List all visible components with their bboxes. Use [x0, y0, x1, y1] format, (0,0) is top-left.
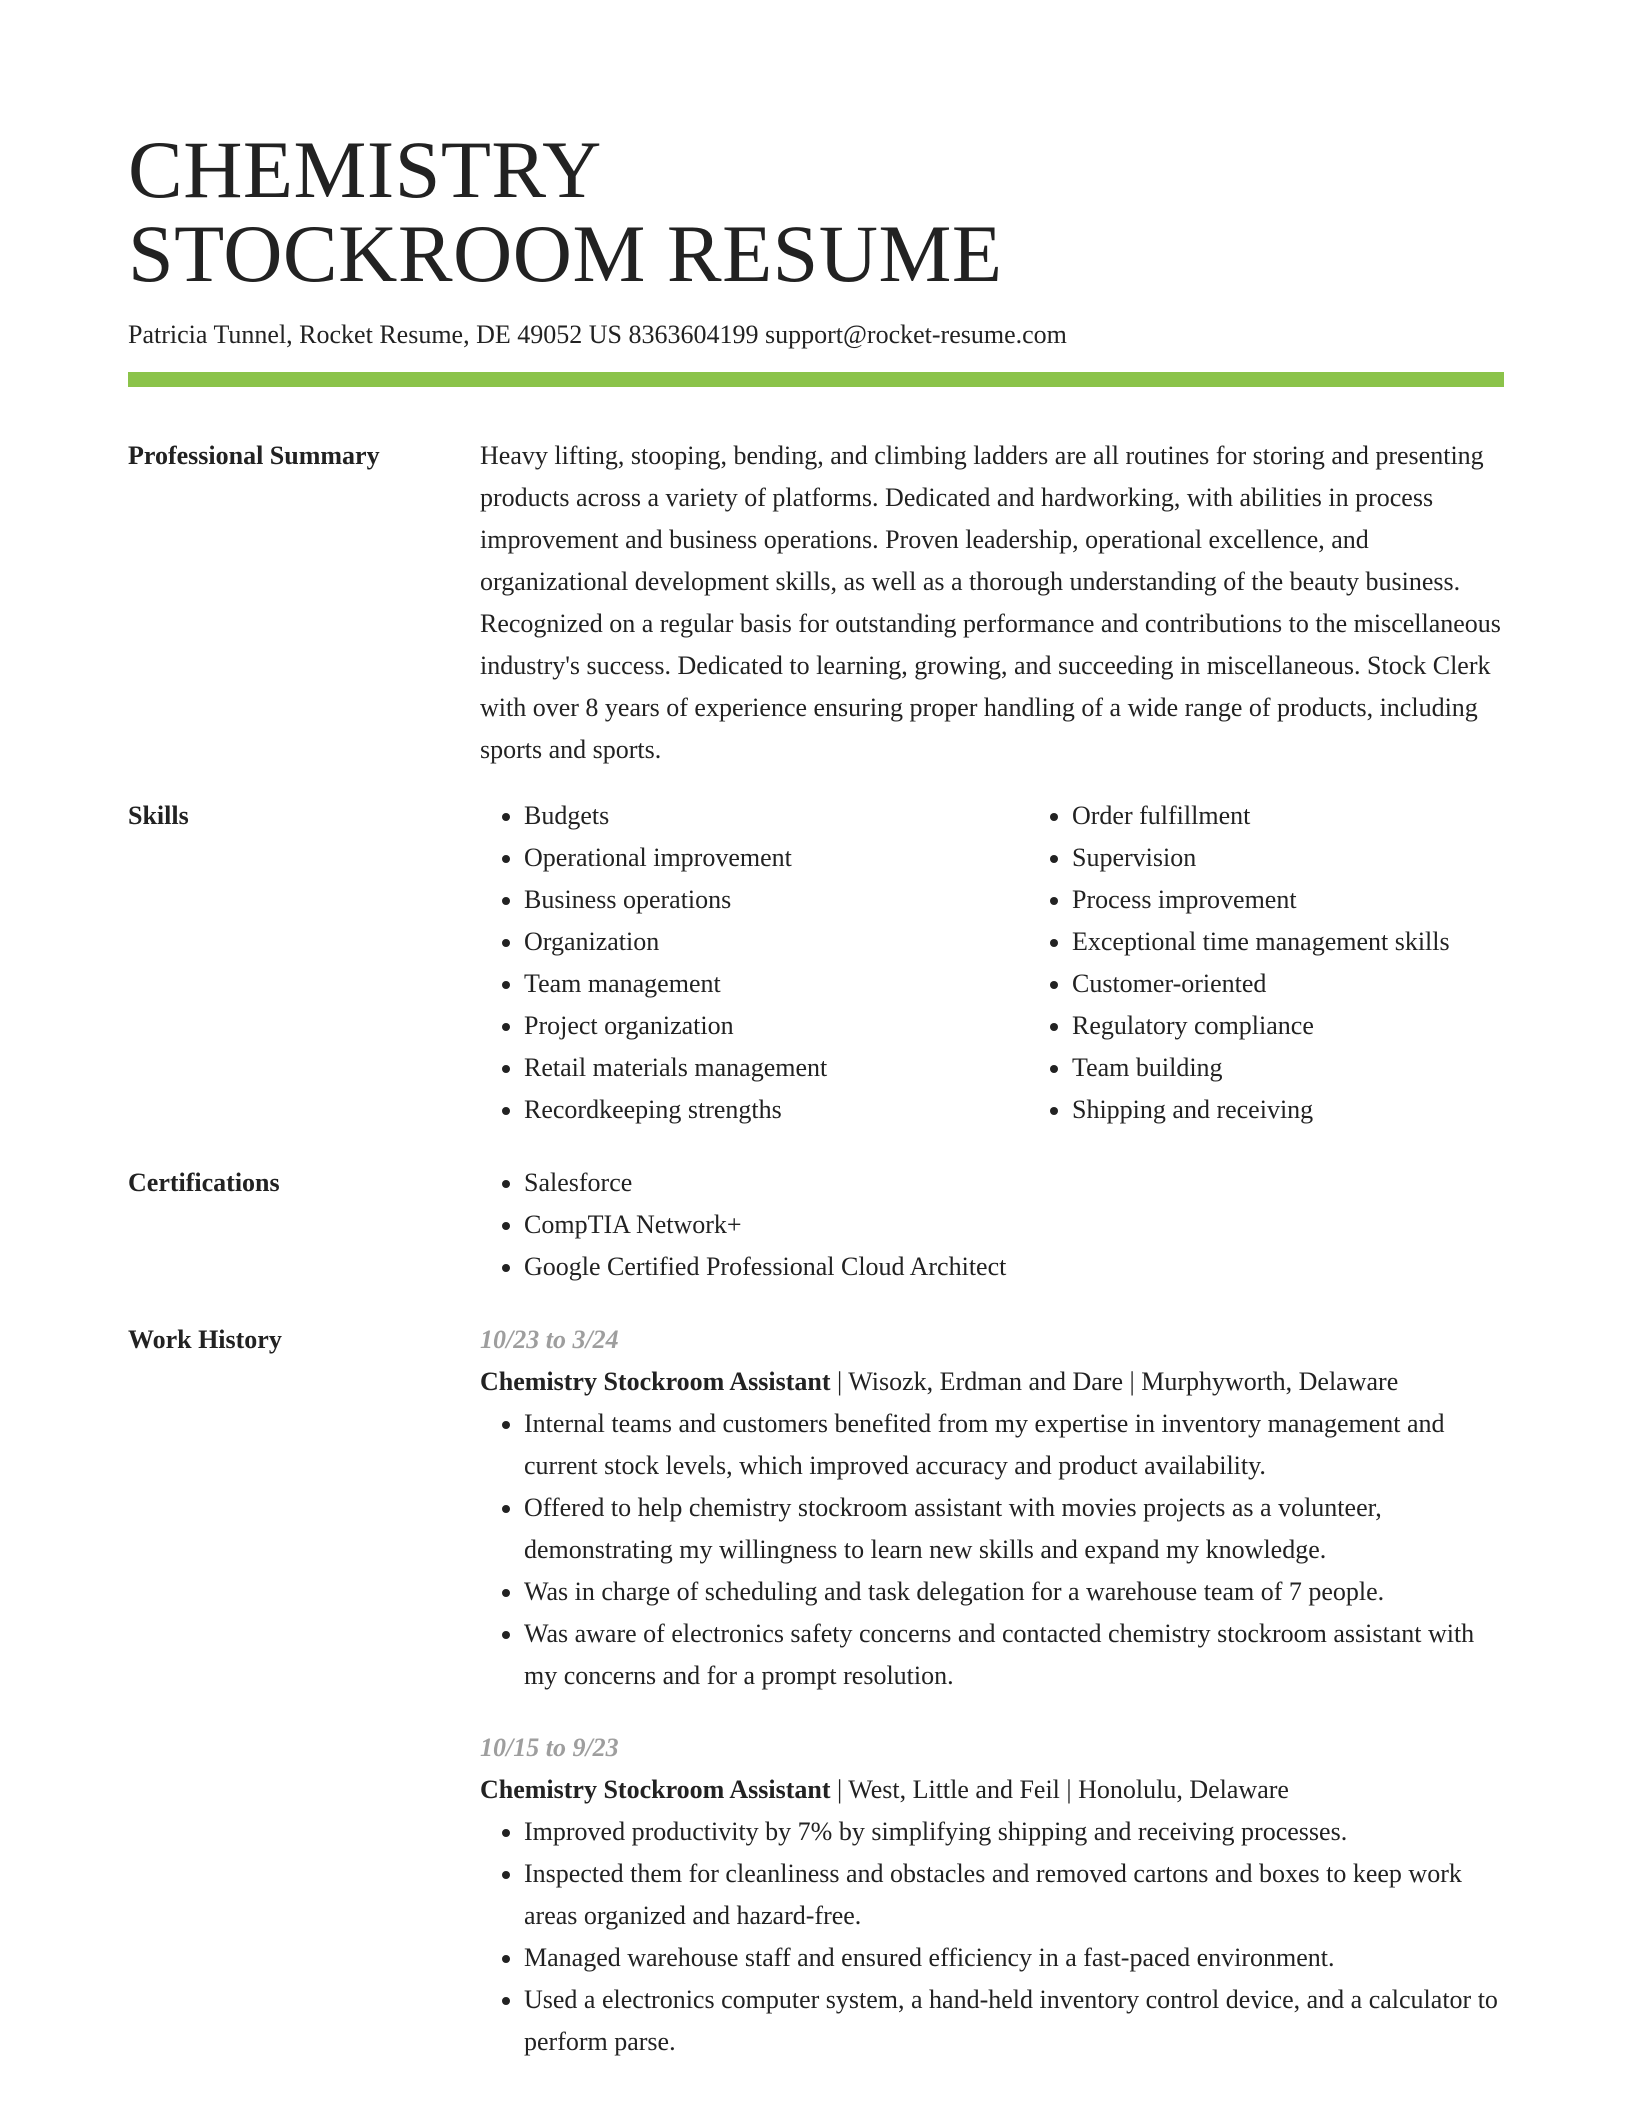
skill-item: • Project organization: [524, 1005, 1028, 1047]
job-employer-location: | Wisozk, Erdman and Dare | Murphyworth, Delaware: [830, 1367, 1399, 1396]
skill-item: • Shipping and receiving: [1072, 1089, 1576, 1131]
certification-item: • Salesforce: [524, 1162, 1504, 1204]
certifications-heading: Certifications: [128, 1168, 280, 1197]
job-bullet: • Was aware of electronics safety concerns and contacted chemistry stockroom assistant with my concerns and for a prompt resolution.: [524, 1613, 1504, 1697]
skill-item: • Process improvement: [1072, 879, 1576, 921]
job-dates: 10/15 to 9/23: [480, 1733, 619, 1762]
certification-item: • CompTIA Network+: [524, 1204, 1504, 1246]
skill-item: • Order fulfillment: [1072, 795, 1576, 837]
contact-line: Patricia Tunnel, Rocket Resume, DE 49052 US 8363604199 support@rocket-resume.com: [128, 320, 1067, 349]
certification-item: • Google Certified Professional Cloud Architect: [524, 1246, 1504, 1288]
work-history-section: [128, 1319, 1504, 2063]
skill-item: • Budgets: [524, 795, 1028, 837]
resume-title-line-1: CHEMISTRY: [128, 124, 602, 215]
skills-section: [128, 795, 1504, 1131]
job-bullet: • Inspected them for cleanliness and obstacles and removed cartons and boxes to keep work areas organized and hazard-free.: [524, 1853, 1504, 1937]
skill-item: • Operational improvement: [524, 837, 1028, 879]
job-entry: [480, 1319, 1504, 1697]
summary-heading: Professional Summary: [128, 441, 380, 470]
work-history-heading: Work History: [128, 1325, 282, 1354]
job-bullet: • Improved productivity by 7% by simplifying shipping and receiving processes.: [524, 1811, 1504, 1853]
skills-heading: Skills: [128, 801, 189, 830]
job-bullets: [480, 1811, 1504, 2063]
skill-item: • Exceptional time management skills: [1072, 921, 1576, 963]
job-title-line: [480, 1769, 1504, 1811]
resume-title: [128, 0, 1504, 299]
skills-list-right: [1028, 795, 1576, 1131]
resume-page: [128, 0, 1504, 2063]
certifications-list: [480, 1162, 1504, 1288]
skill-item: • Recordkeeping strengths: [524, 1089, 1028, 1131]
skill-item: • Organization: [524, 921, 1028, 963]
skill-item: • Supervision: [1072, 837, 1576, 879]
job-bullets: [480, 1403, 1504, 1697]
skills-list-left: [480, 795, 1028, 1131]
skill-item: • Team building: [1072, 1047, 1576, 1089]
certifications-section: [128, 1162, 1504, 1288]
job-entry: [480, 1727, 1504, 2063]
skill-item: • Business operations: [524, 879, 1028, 921]
skill-item: • Customer-oriented: [1072, 963, 1576, 1005]
job-bullet: • Was in charge of scheduling and task delegation for a warehouse team of 7 people.: [524, 1571, 1504, 1613]
job-bullet: • Internal teams and customers benefited from my expertise in inventory management and current stock levels, which improved accuracy and product availability.: [524, 1403, 1504, 1487]
summary-text: Heavy lifting, stooping, bending, and climbing ladders are all routines for storing and presenting products across a variety of platforms. Dedicated and hardworking, with abilities in process improvement and business operations. Proven leadership, operational excellence, and organizational development skills, as well as a thorough understanding of the beauty business. Recognized on a regular basis for outstanding performance and contributions to the miscellaneous industry's success. Dedicated to learning, growing, and succeeding in miscellaneous. Stock Clerk with over 8 years of experience ensuring proper handling of a wide range of products, including sports and sports.: [480, 441, 1501, 764]
summary-section: [128, 435, 1504, 771]
job-bullet: • Used a electronics computer system, a hand-held inventory control device, and a calculator to perform parse.: [524, 1979, 1504, 2063]
skill-item: • Regulatory compliance: [1072, 1005, 1576, 1047]
job-title-line: [480, 1361, 1504, 1403]
skill-item: • Team management: [524, 963, 1028, 1005]
resume-title-line-2: STOCKROOM RESUME: [128, 208, 1003, 299]
accent-divider: [128, 372, 1504, 387]
job-dates: 10/23 to 3/24: [480, 1325, 619, 1354]
job-title: Chemistry Stockroom Assistant: [480, 1775, 831, 1804]
job-bullet: • Managed warehouse staff and ensured efficiency in a fast-paced environment.: [524, 1937, 1504, 1979]
job-employer-location: | West, Little and Feil | Honolulu, Delaware: [830, 1775, 1289, 1804]
job-title: Chemistry Stockroom Assistant: [480, 1367, 831, 1396]
job-bullet: • Offered to help chemistry stockroom assistant with movies projects as a volunteer, demonstrating my willingness to learn new skills and expand my knowledge.: [524, 1487, 1504, 1571]
skill-item: • Retail materials management: [524, 1047, 1028, 1089]
